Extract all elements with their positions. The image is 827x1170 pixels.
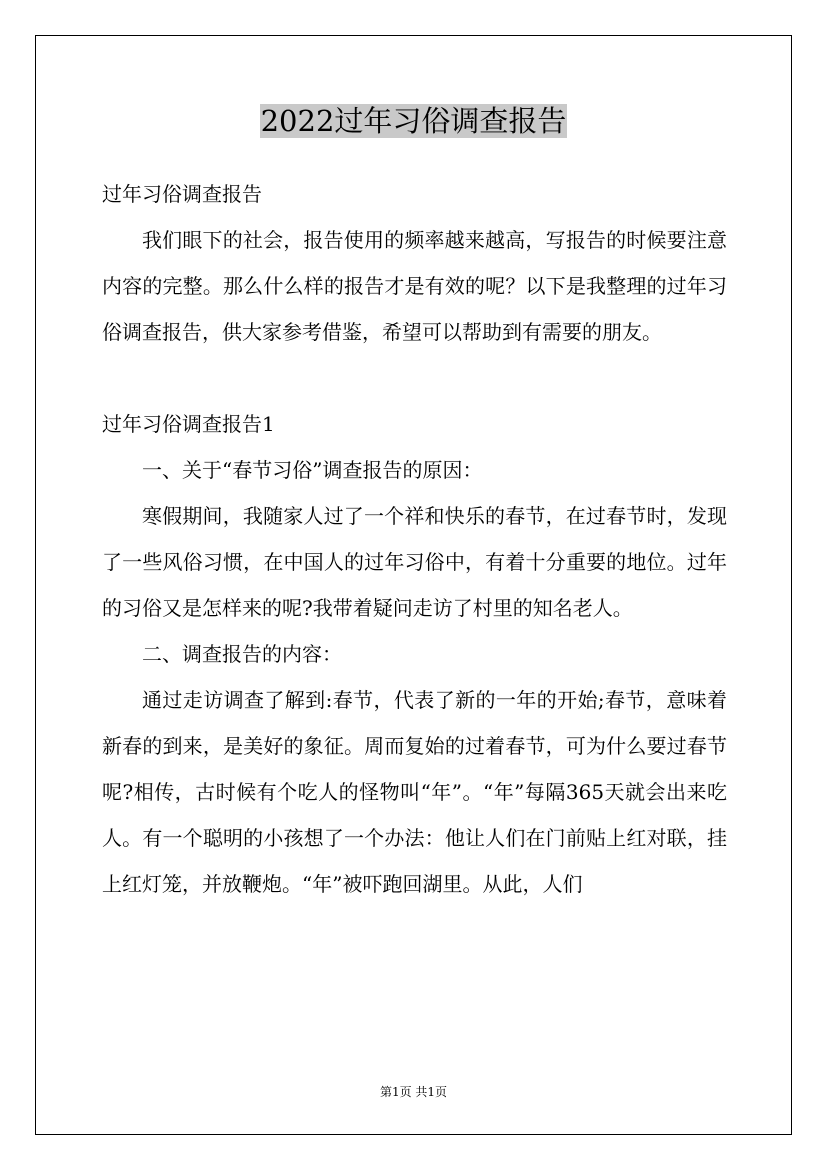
page-footer: 第1页 共1页 xyxy=(379,1085,448,1099)
paragraph-gap xyxy=(102,355,727,401)
section-heading-1: 一、关于“春节习俗”调查报告的原因： xyxy=(142,458,483,482)
section-paragraph-2: 通过走访调查了解到:春节，代表了新的一年的开始;春节，意味着新春的到来，是美好的象征。周而复始的过着春节，可为什么要过春节呢?相传，古时候有个吃人的怪物叫“年”。“年”每隔365天就会出来吃人。有一个聪明的小孩想了一个办法：他让人们在门前贴上红对联，挂上红灯笼，并放鞭炮。“年”被吓跑回湖里。从此，人们 xyxy=(102,688,727,896)
intro-paragraph: 我们眼下的社会，报告使用的频率越来越高，写报告的时候要注意内容的完整。那么什么样的报告才是有效的呢？以下是我整理的过年习俗调查报告，供大家参考借鉴，希望可以帮助到有需要的朋友。 xyxy=(102,228,727,344)
section-title: 过年习俗调查报告1 xyxy=(102,412,275,436)
document-title xyxy=(0,101,827,141)
document-title-text: 2022过年习俗调查报告 xyxy=(260,104,567,138)
section-paragraph-1: 寒假期间，我随家人过了一个祥和快乐的春节，在过春节时，发现了一些风俗习惯，在中国人的过年习俗中，有着十分重要的地位。过年的习俗又是怎样来的呢?我带着疑问走访了村里的知名老人。 xyxy=(102,504,727,620)
section-heading-2: 二、调查报告的内容： xyxy=(142,642,342,666)
document-body xyxy=(102,171,727,907)
document-subtitle: 过年习俗调查报告 xyxy=(102,182,262,206)
